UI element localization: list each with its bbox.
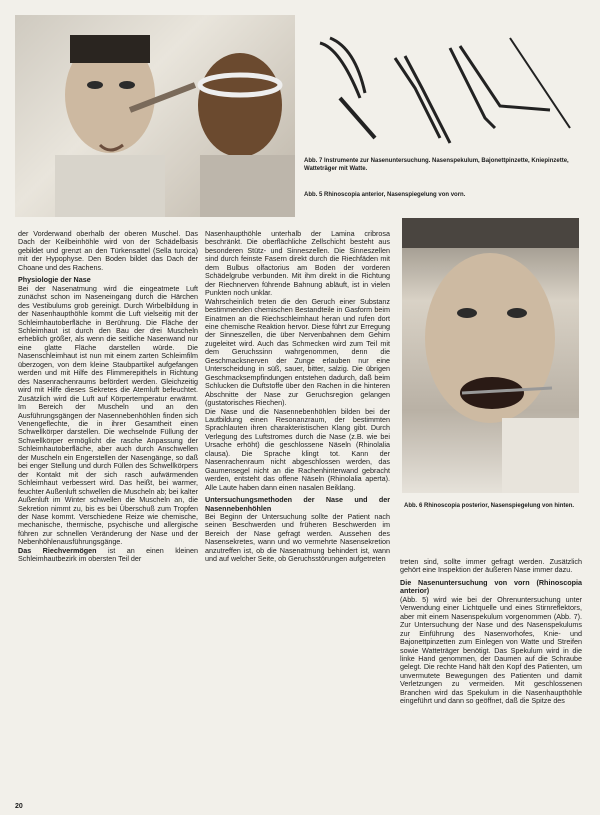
paragraph-text: ist an einen kleinen Schleimhautbezirk im obersten Teil der <box>18 545 198 564</box>
text-column-1 <box>18 230 198 564</box>
photo-anterior-rhinoscopy-illustration <box>15 15 295 217</box>
section-heading-methods: Untersuchungsmethoden der Nase und der Nasennebenhöhlen <box>205 495 390 513</box>
text-column-3 <box>400 558 582 706</box>
text-column-2 <box>205 230 390 564</box>
photo-posterior-rhinoscopy <box>402 218 579 493</box>
caption-fig7: Abb. 7 Instrumente zur Nasenuntersuchung. Nasenspekulum, Bajonettpinzette, Kniepinzette, Watteträger mit Watte. <box>304 158 569 172</box>
caption-fig5: Abb. 5 Rhinoscopia anterior, Nasenspiegelung von vorn. <box>304 192 466 198</box>
paragraph: Bei Beginn der Untersuchung sollte der Patient nach seinen Beschwerden und früheren Beschwerden im Bereich der Nase gefragt werden. Aussehen des Nasensekretes, wann und wo vermehrte Nasensekretion anzutreffen ist, ob die Nasenatmung behindert ist, wann und auf welcher Seite, ob Geruchsstörungen aufgetreten <box>205 511 390 564</box>
paragraph: Bei der Nasenatmung wird die eingeatmete Luft zunächst schon im Naseneingang durch die Härchen des Vestibulums grob gereinigt. Durch Wirbelbildung in der Nasenhaupthöhle kommt die Luft vielseitig mit der Schleimhautoberfläche in Berührung. Die Fläche der Schleimhaut ist durch den Bau der drei Muscheln erheblich größer, als wenn die seitliche Nasenwand nur eine glatte Fläche darstellen würde. Die Nasenschleimhaut ist nun mit einem zarten Schleimfilm überzogen, von dem kleine Staubpartikel aufgefangen werden und mit Hilfe des Flimmerepithels in Richtung des Nasenrachenraums befördert werden. Gleichzeitig wird mit Hilfe dieses Sekretes die Atemluft befeuchtet. Zusätzlich wird die Luft auf Körpertemperatur erwärmt. Im Bereich der Muscheln und an den Ausführungsgängen der Nasennebenhöhlen finden sich Venengeflechte, die in ihrer Gesamtheit einen Schwellkörper darstellen. Die wechselnde Füllung der Schwellkörper ermöglicht die rasche Anpassung der Schleimhautoberfläche, aber auch durch Anschwellen der Muscheln ein Engerstellen der Nasengänge, so daß bei enger Stellung und durch Füllen des Schwellkörpers der Kontakt mit der sich rasch aufwärmenden Schleimhaut verbessert wird. Das heißt, bei warmer, feuchter Außenluft schwellen die Muscheln ab; bei kalter Außenluft im Winter schwellen die Muscheln an, die Sekretion nimmt zu, bis es bei Überschuß zum Tropfen der Nase kommt. Verschiedene Reize wie chemische, mechanische, thermische, psychische und allergische führen zur schnellen Veränderung der Nase und der Nebenhöhlenausführungsgänge. <box>18 283 198 547</box>
section-heading-anterior: Die Nasenuntersuchung von vorn (Rhinoscopia anterior) <box>400 577 582 596</box>
photo-anterior-rhinoscopy <box>15 15 295 217</box>
paragraph: (Abb. 5) wird wie bei der Ohrenuntersuchung unter Verwendung einer Lichtquelle und eines Stirnreflektors, aber mit einem Nasenspekulum vorgenommen (Abb. 7). Zur Untersuchung der Nase und des Nasenspekulums zur Einführung des Nasenvorhofes, Knie- und Bajonettpinzetten zum Einlegen von Watte und Streifen sowie Watteträger benötigt. Das Spekulum wird in die linke Hand genommen, der Daumen auf die Schraube gelegt. Die rechte Hand hält den Kopf des Patienten, um unvermutete Bewegungen des Patienten und damit Verletzungen zu vermeiden. Mit geschlossenen Branchen wird das Spekulum in die Nasenhaupthöhle eingeführt und dann so geöffnet, daß die Spitze des <box>400 594 582 706</box>
paragraph: treten sind, sollte immer gefragt werden. Zusätzlich gehört eine Inspektion der äußeren Nase immer dazu. <box>400 557 582 575</box>
nasal-instruments-figure <box>300 18 585 153</box>
paragraph: Die Nase und die Nasennebenhöhlen bilden bei der Lautbildung einen Resonanzraum, der bestimmten Sprachlauten ihren charakteristischen Klang gibt. Durch Verlegung des Luftstromes durch die Nase (z.B. wie bei Ursache erhöht) die geschlossene Näseln (Rhinolalia clausa). Die Sprache klingt tot. Kann der Nasenrachenraum nicht abgeschlossen werden, das Gaumensegel nicht an die Rachenhinterwand gebracht werden, entsteht das offene Näseln (Rhinolalia aperta). Alle Laute haben dann einen nasalen Beiklang. <box>205 406 390 492</box>
photo-posterior-rhinoscopy-illustration <box>402 218 579 493</box>
page-number: 20 <box>15 803 23 810</box>
paragraph: Nasenhaupthöhle unterhalb der Lamina cribrosa beschränkt. Die oberflächliche Zellschicht besteht aus besonderen Stütz- und Sinneszellen. Die Sinneszellen sind durch feinste Fasern direkt durch die Riechfäden mit dem Bulbus olfactorius am Boden der vorderen Schädelgrube verbunden. Mit ihm direkt in die Richtung der Riechnerven führende Bahnung abläuft, ist in vielen Punkten noch unklar. <box>205 229 390 298</box>
paragraph: der Vorderwand oberhalb der oberen Muschel. Das Dach der Keilbeinhöhle wird von der Schädelbasis gebildet und grenzt an den Türkensattel (Sella turcica) mit der Hypophyse. Den Boden bildet das Dach der Choane und des Rachens. <box>18 229 198 272</box>
paragraph: Wahrscheinlich treten die den Geruch einer Substanz bestimmenden chemischen Bestandteile in Gasform beim Einatmen an die Riechschleimhaut heran und rufen dort eine chemische Reaktion hervor. Diese führt zur Erregung der Sinneszellen, die über Nervenbahnen dem Gehirn zugeleitet wird. Auch das Schmecken wird zum Teil mit dem Geruchssinn wahrgenommen, denn die Geschmacksnerven der Zunge erlauben nur eine Unterscheidung in süß, sauer, bitter, salzig. Die übrigen Geschmacksempfindungen entstehen dadurch, daß beim Schlucken die Duftstoffe über den Rachen in die hinteren Abschnitte der Nase zur Geruchsregion gelangen (gustatorisches Riechen). <box>205 296 390 408</box>
caption-fig6: Abb. 6 Rhinoscopia posterior, Nasenspiegelung von hinten. <box>404 503 575 509</box>
term-smell: Das Riechvermögen <box>18 545 97 555</box>
section-heading-physiology: Physiologie der Nase <box>18 275 91 285</box>
paragraph <box>18 547 198 564</box>
